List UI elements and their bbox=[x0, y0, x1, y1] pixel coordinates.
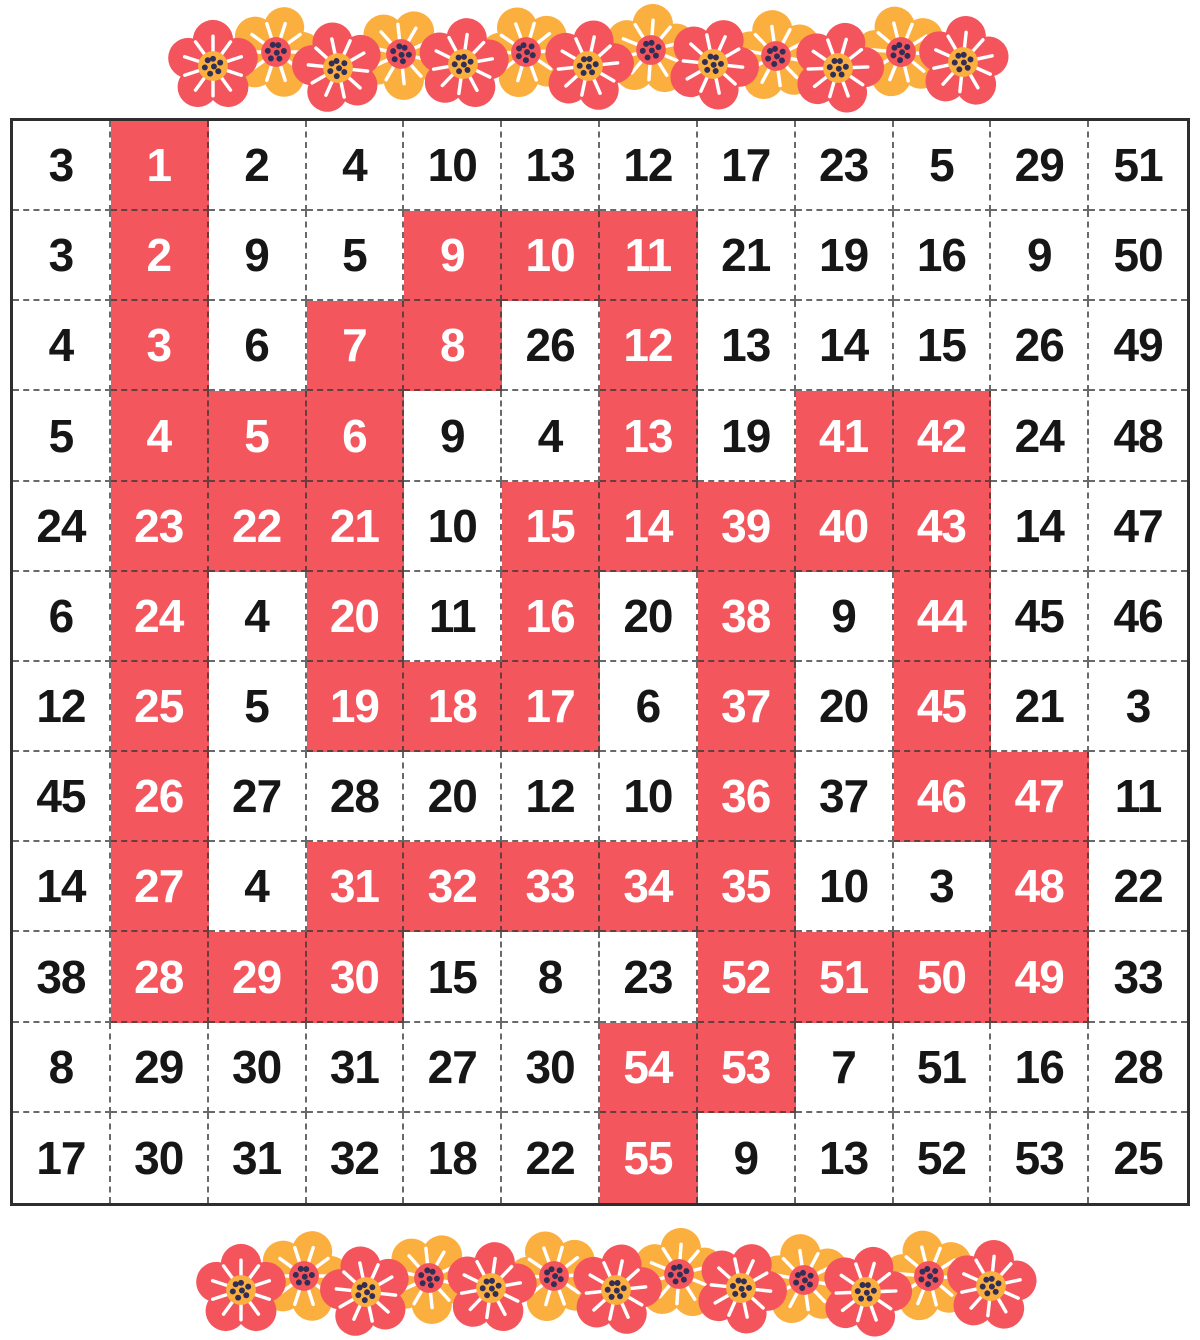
grid-cell[interactable]: 3 bbox=[111, 301, 209, 391]
grid-cell[interactable]: 7 bbox=[307, 301, 405, 391]
grid-cell[interactable]: 43 bbox=[894, 482, 992, 572]
grid-cell[interactable]: 14 bbox=[991, 482, 1089, 572]
flower-icon bbox=[165, 18, 261, 114]
grid-cell[interactable]: 15 bbox=[894, 301, 992, 391]
grid-cell[interactable]: 9 bbox=[404, 211, 502, 301]
grid-cell[interactable]: 44 bbox=[894, 572, 992, 662]
grid-cell[interactable]: 11 bbox=[600, 211, 698, 301]
flower-icon bbox=[790, 20, 886, 116]
grid-cell[interactable]: 27 bbox=[404, 1023, 502, 1113]
flower-icon bbox=[443, 1240, 539, 1336]
grid-cell[interactable]: 24 bbox=[111, 572, 209, 662]
grid-cell[interactable]: 46 bbox=[894, 752, 992, 842]
grid-cell[interactable]: 45 bbox=[991, 572, 1089, 662]
grid-cell[interactable]: 5 bbox=[209, 391, 307, 481]
grid-cell[interactable]: 39 bbox=[698, 482, 796, 572]
grid-cell[interactable]: 37 bbox=[796, 752, 894, 842]
grid-cell[interactable]: 10 bbox=[404, 482, 502, 572]
grid-cell[interactable]: 49 bbox=[991, 932, 1089, 1022]
grid-cell[interactable]: 32 bbox=[307, 1113, 405, 1203]
grid-cell[interactable]: 30 bbox=[209, 1023, 307, 1113]
grid-cell[interactable]: 12 bbox=[502, 752, 600, 842]
grid-cell[interactable]: 48 bbox=[991, 842, 1089, 932]
grid-cell[interactable]: 27 bbox=[209, 752, 307, 842]
grid-cell[interactable]: 30 bbox=[307, 932, 405, 1022]
grid-cell[interactable]: 34 bbox=[600, 842, 698, 932]
grid-cell[interactable]: 50 bbox=[894, 932, 992, 1022]
grid-cell[interactable]: 9 bbox=[404, 391, 502, 481]
grid-cell[interactable]: 5 bbox=[307, 211, 405, 301]
flower-strip bbox=[193, 1226, 1039, 1338]
grid-cell[interactable]: 19 bbox=[796, 211, 894, 301]
grid-cell[interactable]: 10 bbox=[502, 211, 600, 301]
grid-cell[interactable]: 8 bbox=[502, 932, 600, 1022]
grid-cell[interactable]: 49 bbox=[1089, 301, 1187, 391]
grid-cell[interactable]: 28 bbox=[111, 932, 209, 1022]
grid-cell[interactable]: 54 bbox=[600, 1023, 698, 1113]
grid-cell[interactable]: 27 bbox=[111, 842, 209, 932]
grid-cell[interactable]: 17 bbox=[13, 1113, 111, 1203]
grid-cell[interactable]: 22 bbox=[1089, 842, 1187, 932]
grid-cell[interactable]: 29 bbox=[209, 932, 307, 1022]
grid-cell[interactable]: 23 bbox=[111, 482, 209, 572]
grid-cell[interactable]: 14 bbox=[13, 842, 111, 932]
grid-cell[interactable]: 47 bbox=[991, 752, 1089, 842]
grid-cell[interactable]: 46 bbox=[1089, 572, 1187, 662]
grid-cell[interactable]: 29 bbox=[111, 1023, 209, 1113]
flower-icon bbox=[290, 20, 386, 116]
grid-cell[interactable]: 55 bbox=[600, 1113, 698, 1203]
grid-cell[interactable]: 8 bbox=[404, 301, 502, 391]
grid-cell[interactable]: 18 bbox=[404, 662, 502, 752]
grid-cell[interactable]: 1 bbox=[111, 121, 209, 211]
grid-cell[interactable]: 20 bbox=[404, 752, 502, 842]
grid-cell[interactable]: 18 bbox=[404, 1113, 502, 1203]
grid-cell[interactable]: 36 bbox=[698, 752, 796, 842]
flower-icon bbox=[540, 18, 636, 114]
grid-cell[interactable]: 51 bbox=[796, 932, 894, 1022]
grid-cell[interactable]: 45 bbox=[894, 662, 992, 752]
grid-cell[interactable]: 31 bbox=[307, 842, 405, 932]
grid-cell[interactable]: 4 bbox=[111, 391, 209, 481]
grid-cell[interactable]: 21 bbox=[307, 482, 405, 572]
grid-cell[interactable]: 33 bbox=[502, 842, 600, 932]
flower-icon bbox=[568, 1242, 664, 1338]
grid-cell[interactable]: 10 bbox=[600, 752, 698, 842]
grid-cell[interactable]: 3 bbox=[1089, 662, 1187, 752]
grid-cell[interactable]: 53 bbox=[991, 1113, 1089, 1203]
grid-cell[interactable]: 26 bbox=[502, 301, 600, 391]
grid-cell[interactable]: 23 bbox=[600, 932, 698, 1022]
grid-cell[interactable]: 51 bbox=[894, 1023, 992, 1113]
grid-cell[interactable]: 13 bbox=[600, 391, 698, 481]
grid-cell[interactable]: 16 bbox=[894, 211, 992, 301]
grid-cell[interactable]: 13 bbox=[796, 1113, 894, 1203]
grid-cell[interactable]: 23 bbox=[796, 121, 894, 211]
grid-cell[interactable]: 20 bbox=[796, 662, 894, 752]
grid-cell[interactable]: 47 bbox=[1089, 482, 1187, 572]
top-flower-border bbox=[0, 0, 1200, 118]
grid-cell[interactable]: 45 bbox=[13, 752, 111, 842]
grid-cell[interactable]: 51 bbox=[1089, 121, 1187, 211]
grid-cell[interactable]: 3 bbox=[894, 842, 992, 932]
flower-icon bbox=[915, 14, 1011, 110]
grid-cell[interactable]: 25 bbox=[111, 662, 209, 752]
grid-cell[interactable]: 6 bbox=[307, 391, 405, 481]
bottom-flower-border bbox=[0, 1206, 1200, 1335]
grid-cell[interactable]: 11 bbox=[1089, 752, 1187, 842]
grid-cell[interactable]: 22 bbox=[502, 1113, 600, 1203]
number-grid bbox=[10, 118, 1190, 1206]
grid-cell[interactable]: 52 bbox=[698, 932, 796, 1022]
grid-cell[interactable]: 6 bbox=[13, 572, 111, 662]
grid-cell[interactable]: 3 bbox=[13, 121, 111, 211]
grid-cell[interactable]: 20 bbox=[600, 572, 698, 662]
grid-cell[interactable]: 26 bbox=[991, 301, 1089, 391]
grid-cell[interactable]: 30 bbox=[111, 1113, 209, 1203]
grid-cell[interactable]: 38 bbox=[698, 572, 796, 662]
grid-cell[interactable]: 30 bbox=[502, 1023, 600, 1113]
flower-icon bbox=[943, 1238, 1039, 1334]
grid-cell[interactable]: 2 bbox=[111, 211, 209, 301]
grid-cell[interactable]: 22 bbox=[209, 482, 307, 572]
grid-cell[interactable]: 4 bbox=[13, 301, 111, 391]
grid-cell[interactable]: 31 bbox=[209, 1113, 307, 1203]
flower-icon bbox=[415, 16, 511, 112]
grid-cell[interactable]: 12 bbox=[600, 301, 698, 391]
grid-cell[interactable]: 17 bbox=[698, 121, 796, 211]
grid-cell[interactable]: 16 bbox=[502, 572, 600, 662]
grid-cell[interactable]: 4 bbox=[209, 572, 307, 662]
grid-cell[interactable]: 19 bbox=[698, 391, 796, 481]
grid-cell[interactable]: 9 bbox=[209, 211, 307, 301]
grid-cell[interactable]: 9 bbox=[991, 211, 1089, 301]
grid-cell[interactable]: 2 bbox=[209, 121, 307, 211]
grid-cell[interactable]: 4 bbox=[502, 391, 600, 481]
flower-icon bbox=[193, 1242, 289, 1338]
grid-cell[interactable]: 9 bbox=[698, 1113, 796, 1203]
grid-cell[interactable]: 12 bbox=[600, 121, 698, 211]
grid-cell[interactable]: 3 bbox=[13, 211, 111, 301]
grid-cell[interactable]: 14 bbox=[796, 301, 894, 391]
grid-cell[interactable]: 25 bbox=[1113, 1131, 1163, 1184]
grid-cell[interactable]: 21 bbox=[991, 662, 1089, 752]
grid-cell[interactable]: 28 bbox=[307, 752, 405, 842]
grid-cell[interactable]: 5 bbox=[894, 121, 992, 211]
grid-cell[interactable]: 10 bbox=[404, 121, 502, 211]
grid-cell[interactable]: 29 bbox=[991, 121, 1089, 211]
grid-cell[interactable]: 5 bbox=[13, 391, 111, 481]
grid-cell[interactable]: 42 bbox=[894, 391, 992, 481]
grid-cell[interactable]: 6 bbox=[209, 301, 307, 391]
grid-cell[interactable]: 50 bbox=[1089, 211, 1187, 301]
grid-cell[interactable]: 19 bbox=[307, 662, 405, 752]
grid-cell[interactable]: 21 bbox=[698, 211, 796, 301]
flower-icon bbox=[665, 16, 761, 112]
grid-cell[interactable]: 13 bbox=[502, 121, 600, 211]
grid-cell[interactable]: 17 bbox=[502, 662, 600, 752]
flower-icon bbox=[318, 1244, 414, 1340]
grid-cell[interactable]: 14 bbox=[600, 482, 698, 572]
grid-cell[interactable]: 37 bbox=[698, 662, 796, 752]
grid-cell[interactable]: 28 bbox=[1089, 1023, 1187, 1113]
grid-cell[interactable]: 33 bbox=[1089, 932, 1187, 1022]
grid-cell[interactable]: 15 bbox=[502, 482, 600, 572]
grid-cell[interactable]: 24 bbox=[991, 391, 1089, 481]
flower-icon bbox=[818, 1244, 914, 1340]
grid-cell[interactable]: 41 bbox=[796, 391, 894, 481]
grid-cell[interactable]: 35 bbox=[698, 842, 796, 932]
grid-cell[interactable]: 11 bbox=[404, 572, 502, 662]
flower-strip bbox=[165, 2, 1011, 114]
grid-cell[interactable]: 26 bbox=[111, 752, 209, 842]
grid-cell[interactable]: 48 bbox=[1089, 391, 1187, 481]
grid-cell[interactable]: 16 bbox=[991, 1023, 1089, 1113]
grid-cell[interactable]: 20 bbox=[307, 572, 405, 662]
grid-cell[interactable]: 10 bbox=[796, 842, 894, 932]
grid-cell[interactable]: 32 bbox=[404, 842, 502, 932]
flower-icon bbox=[693, 1240, 789, 1336]
grid-cell[interactable]: 40 bbox=[796, 482, 894, 572]
grid-cell[interactable]: 52 bbox=[894, 1113, 992, 1203]
grid-cell[interactable]: 15 bbox=[404, 932, 502, 1022]
grid-cell[interactable]: 4 bbox=[209, 842, 307, 932]
grid-cell[interactable]: 13 bbox=[698, 301, 796, 391]
grid-cell[interactable]: 4 bbox=[307, 121, 405, 211]
grid-cell[interactable]: 5 bbox=[209, 662, 307, 752]
grid-cell[interactable]: 53 bbox=[698, 1023, 796, 1113]
grid-cell[interactable]: 31 bbox=[307, 1023, 405, 1113]
grid-cell[interactable]: 9 bbox=[796, 572, 894, 662]
grid-cell[interactable]: 12 bbox=[13, 662, 111, 752]
grid-cell[interactable]: 24 bbox=[13, 482, 111, 572]
grid-cell[interactable]: 8 bbox=[13, 1023, 111, 1113]
grid-cell[interactable]: 38 bbox=[13, 932, 111, 1022]
grid-cell[interactable]: 6 bbox=[600, 662, 698, 752]
grid-cell[interactable]: 7 bbox=[796, 1023, 894, 1113]
